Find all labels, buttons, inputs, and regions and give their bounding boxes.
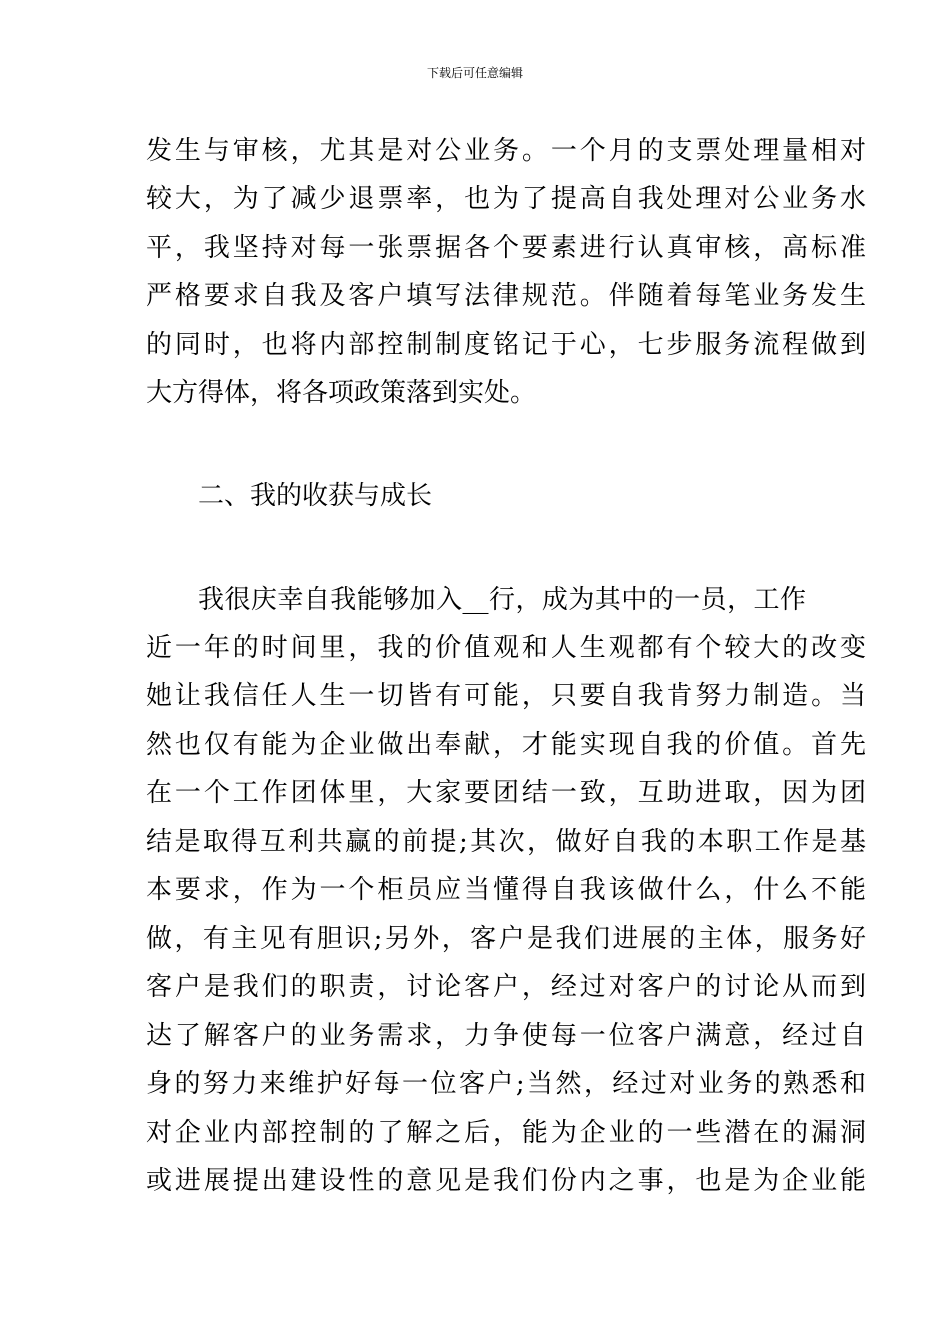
page-header-note: 下载后可任意编辑: [426, 66, 523, 80]
paragraph2-line-10: 达了解客户的业务需求，力争使每一位客户满意，经过自: [146, 1021, 866, 1051]
paragraph1-line-1: 发生与审核，尤其是对公业务。一个月的支票处理量相对: [146, 136, 866, 166]
paragraph1-line-3: 平，我坚持对每一张票据各个要素进行认真审核，高标准: [146, 233, 866, 263]
paragraph1-line-4: 严格要求自我及客户填写法律规范。伴随着每笔业务发生: [146, 281, 866, 311]
paragraph2-line-2: 近一年的时间里，我的价值观和人生观都有个较大的改变: [146, 633, 866, 663]
paragraph2-line-12: 对企业内部控制的了解之后，能为企业的一些潜在的漏洞: [146, 1118, 866, 1148]
paragraph1-line-6: 大方得体，将各项政策落到实处。: [146, 378, 537, 408]
paragraph2-line-13: 或进展提出建设性的意见是我们份内之事，也是为企业能: [146, 1166, 866, 1196]
paragraph2-line-5: 在一个工作团体里，大家要团结一致，互助进取，因为团: [146, 778, 866, 808]
paragraph2-line-11: 身的努力来维护好每一位客户;当然，经过对业务的熟悉和: [146, 1069, 866, 1099]
paragraph2-line-3: 她让我信任人生一切皆有可能，只要自我肯努力制造。当: [146, 681, 866, 711]
paragraph2-line-8: 做，有主见有胆识;另外，客户是我们进展的主体，服务好: [146, 924, 866, 954]
paragraph1-line-5: 的同时，也将内部控制制度铭记于心，七步服务流程做到: [146, 330, 866, 360]
paragraph2-line-1: 我很庆幸自我能够加入__行，成为其中的一员，工作: [198, 585, 806, 615]
paragraph2-line-7: 本要求，作为一个柜员应当懂得自我该做什么，什么不能: [146, 875, 866, 905]
section-heading: 二、我的收获与成长: [198, 481, 433, 511]
paragraph2-line-6: 结是取得互利共赢的前提;其次，做好自我的本职工作是基: [146, 827, 866, 857]
paragraph2-line-9: 客户是我们的职责，讨论客户，经过对客户的讨论从而到: [146, 972, 866, 1002]
paragraph2-line-4: 然也仅有能为企业做出奉献，才能实现自我的价值。首先: [146, 730, 866, 760]
paragraph1-line-2: 较大，为了减少退票率，也为了提高自我处理对公业务水: [146, 184, 866, 214]
